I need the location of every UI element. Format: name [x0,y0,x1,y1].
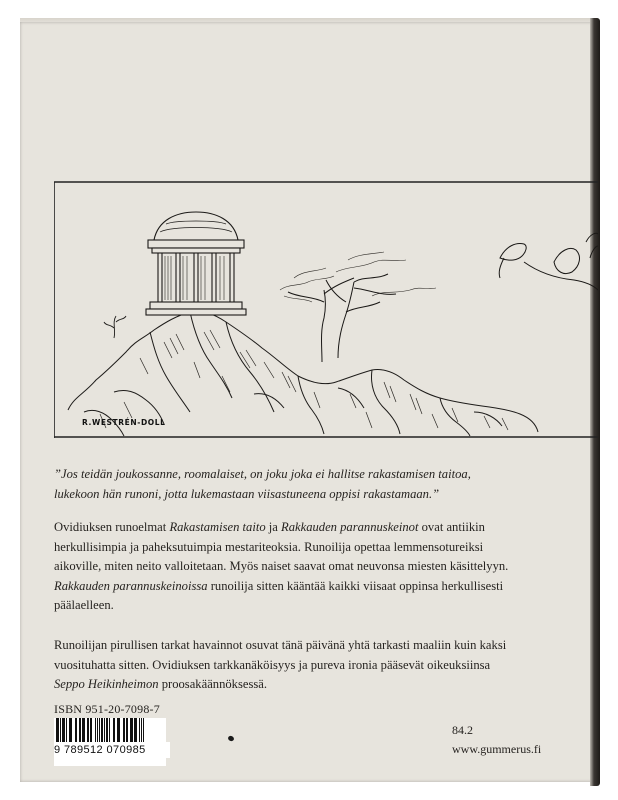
barcode-bar [104,718,105,744]
barcode-bar [79,718,81,744]
round-temple [146,212,246,315]
para1-line-5: päälaelleen. [54,598,114,612]
quote-line-2: lukekoon hän runoni, jotta lukemastaan viisastuneena oppisi rakastamaan.” [54,486,440,501]
pine-trees [288,274,396,362]
barcode-digits: 9 789512 070985 [54,742,170,758]
tree-foliage [280,252,436,302]
para2-line-1: Runoilijan pirullisen tarkat havainnot osuvat tänä päivänä yhtä tarkasti maaliin kuin kaksi [54,638,507,652]
para1-line-4 [54,577,574,597]
description-paragraph-2 [54,636,574,695]
para2-line-2: vuosituhatta sitten. Ovidiuksen tarkkanäköisyys ja pureva ironia pääsevät oikeuksiinsa [54,657,491,672]
translator-name: Seppo Heikinheimon [54,677,159,691]
price-code: 84.2 [452,723,473,737]
barcode-bar [143,718,144,744]
para1-line-1 [54,518,574,538]
barcode-bar [117,718,120,744]
para1-line-1-text-c: ovat antiikin [418,520,485,534]
rock-hatching [100,330,508,430]
barcode-bar [113,718,115,744]
isbn-number: ISBN 951-20-7098-7 [54,702,160,716]
book-title-remedies-of-love: Rakkauden parannuskeinot [281,520,419,534]
barcode-bar [75,718,77,744]
barcode-bar [126,718,128,744]
description-paragraph-1 [54,518,574,616]
barcode-bar [101,718,103,744]
barcode-bar [60,718,61,744]
quote-line-1: ”Jos teidän joukossanne, roomalaiset, on joku joka ei hallitse rakastamisen taitoa, [54,467,471,481]
quote-block [54,465,574,504]
barcode-bar [90,718,92,744]
barcode-bar [99,718,100,744]
book-title-remedies-inessive: Rakkauden parannuskeinoissa [54,578,208,593]
book-title-art-of-love: Rakastamisen taito [169,520,266,534]
para1-line-2: herkullisimpia ja paheksutuimpia mestariteoksia. Runoilija opettaa lemmensotureiksi [54,539,484,554]
barcode-bar [62,718,65,744]
small-shrub [104,316,126,338]
barcode-bar [141,718,142,744]
barcode-bar [82,718,85,744]
publisher-website: www.gummerus.fi [452,742,542,756]
para1-line-1-text-a: Ovidiuksen runoelmat [54,520,170,534]
para2-line-3-text: proosakäännöksessä. [158,677,267,691]
barcode-bar [66,718,67,744]
barcode-bar [97,718,98,744]
barcode-bar [109,718,110,744]
barcode-bar [130,718,133,744]
barcode-bar [139,718,140,744]
barcode-bar [106,718,108,744]
cover-illustration [54,162,598,438]
barcode-bar [95,718,96,744]
para1-line-3: aikoville, miten neito valloitetaan. Myös naiset saavat omat neuvonsa miesten käsittelyyn. [54,559,509,573]
para2-line-3 [54,675,574,695]
para1-line-1-text-b: ja [265,520,282,534]
para1-line-4-text: runoilija sitten kääntää kaikki viisaat oppinsa herkullisesti [207,578,504,593]
barcode-bar [87,718,89,744]
illustration-signature: R.WESTRÉN-DOLL [82,418,166,427]
barcode-bars [54,718,166,744]
barcode-bar [69,718,72,744]
barcode-bar [134,718,137,744]
barcode-bar [56,718,59,744]
barcode-bar [123,718,125,744]
birds [499,233,598,290]
